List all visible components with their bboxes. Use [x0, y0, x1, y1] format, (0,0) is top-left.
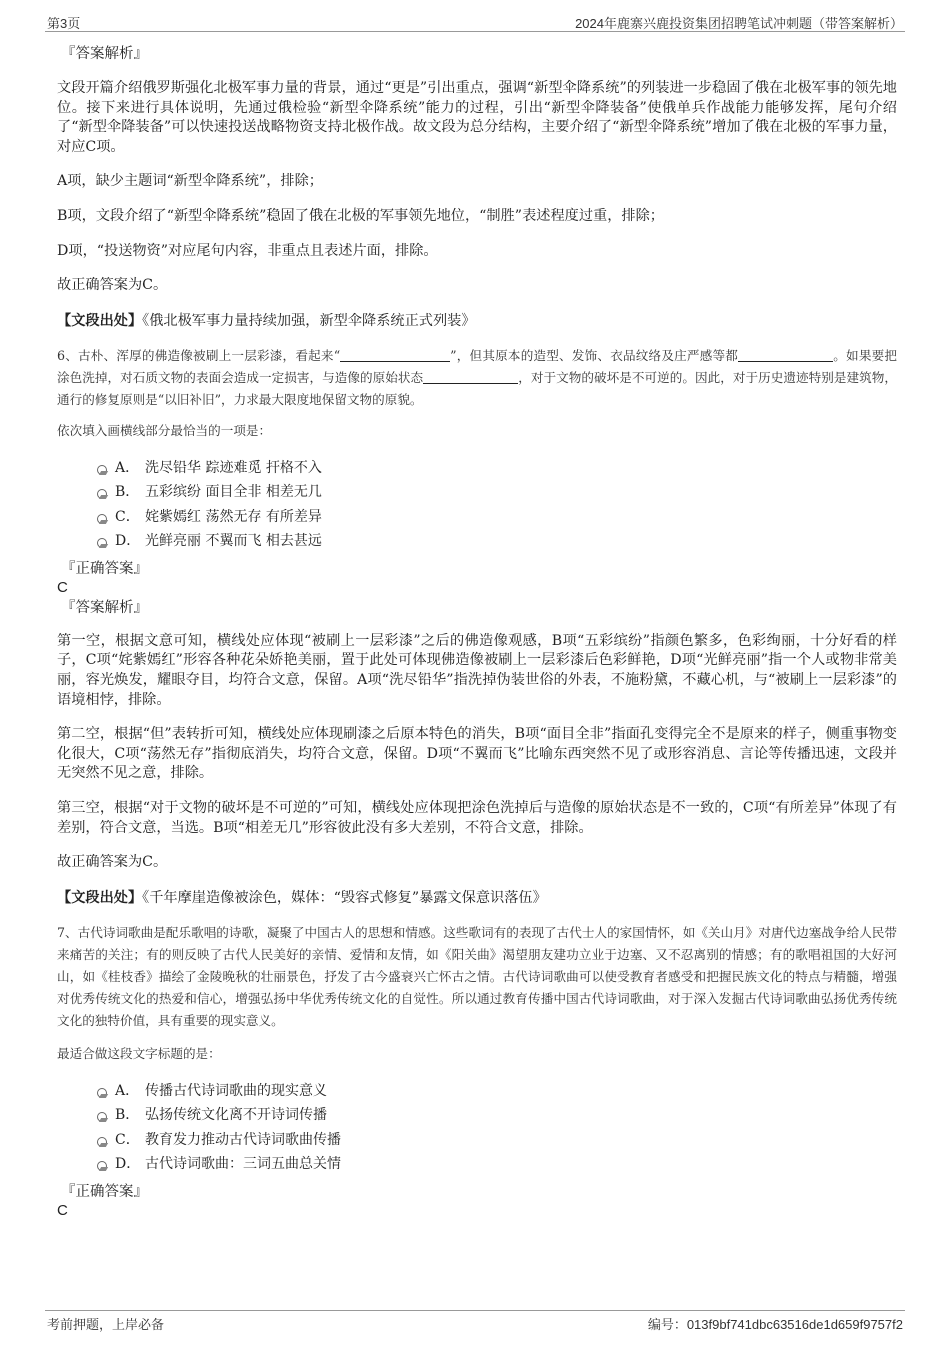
q5-analysis-intro: 文段开篇介绍俄罗斯强化北极军事力量的背景，通过“更是”引出重点，强调“新型伞降系统”的列装进一步稳固了俄在北极军事的领先地位。接下来进行具体说明，先通过俄检验“新型伞降系统”能力的过程，引出“新型伞降装备”使俄单兵作战能力能够发挥，尾句介绍了“新型伞降装备”可以快速投送战略物资支持北极作战。故文段为总分结构，主要介绍了“新型伞降系统”增加了俄在北极的军事力量，对应C项。	[57, 80, 897, 155]
option-text: 洗尽铅华 踪迹难觅 扞格不入	[145, 459, 322, 476]
option-letter: A．	[115, 459, 140, 476]
q6-text-part3: 。如果要把涂色洗掉，对石质文物的表面会造成一定损害，与造像的原始状态	[57, 347, 897, 385]
radio-icon[interactable]	[97, 1088, 107, 1098]
q7-option-d[interactable]	[97, 1153, 897, 1178]
q7-option-c[interactable]	[97, 1129, 897, 1154]
radio-icon[interactable]	[97, 465, 107, 475]
q6-blank-1	[340, 348, 450, 362]
q6-question-text	[57, 345, 897, 411]
footer-slogan: 考前押题，上岸必备	[47, 1318, 165, 1333]
q6-text-part4: ，对于文物的破坏是不可逆的。因此，对于历史遗迹特别是建筑物，通行的修复原则是“以旧补旧”，力求最大限度地保留文物的原貌。	[57, 369, 898, 407]
q6-option-a[interactable]	[97, 457, 897, 482]
q5-conclusion: 故正确答案为C。	[57, 277, 168, 294]
q5-analysis-option-a: A项，缺少主题词“新型伞降系统”，排除；	[57, 173, 323, 190]
q6-text-part1: 6、古朴、浑厚的佛造像被刷上一层彩漆，看起来“	[57, 347, 341, 363]
option-letter: D．	[115, 533, 141, 550]
q5-source	[57, 311, 897, 331]
q7-option-a[interactable]	[97, 1080, 897, 1105]
option-text: 弘扬传统文化离不开诗词传播	[145, 1107, 327, 1124]
option-text: 教育发力推动古代诗词歌曲传播	[145, 1131, 341, 1148]
q7-answer-label: 『正确答案』	[61, 1183, 148, 1200]
q6-prompt: 依次填入画横线部分最恰当的一项是：	[57, 422, 272, 438]
option-text: 光鲜亮丽 不翼而飞 相去甚远	[145, 533, 322, 550]
q7-answer: C	[57, 1201, 68, 1219]
q6-answer-label: 『正确答案』	[61, 560, 148, 577]
q6-analysis-label: 『答案解析』	[61, 599, 148, 616]
radio-icon[interactable]	[97, 538, 107, 548]
q6-analysis-blank-1: 第一空，根据文意可知，横线处应体现“被刷上一层彩漆”之后的佛造像观感，B项“五彩缤纷”指颜色繁多，色彩绚丽，十分好看的样子，C项“姹紫嫣红”形容各种花朵娇艳美丽，置于此处可体现佛造像被刷上一层彩漆后色彩鲜艳，D项“光鲜亮丽”指一个人或物非常美丽，容光焕发，耀眼夺目，均符合文意，保留。A项“洗尽铅华”指洗掉伪装世俗的外表，不施粉黛，不藏心机，与“被刷上一层彩漆”的语境相悖，排除。	[57, 632, 897, 708]
page-content	[57, 44, 897, 1220]
q6-source	[57, 888, 897, 908]
radio-icon[interactable]	[97, 514, 107, 524]
q5-source-label: 【文段出处】	[57, 312, 143, 329]
radio-icon[interactable]	[97, 1137, 107, 1147]
document-title: 2024年鹿寨兴鹿投资集团招聘笔试冲刺题（带答案解析）	[575, 16, 903, 31]
q5-analysis-option-d: D项，“投送物资”对应尾句内容，非重点且表述片面，排除。	[57, 242, 438, 259]
q6-blank-3	[423, 370, 518, 384]
option-text: 五彩缤纷 面目全非 相差无几	[145, 484, 322, 501]
q6-analysis-blank-2: 第二空，根据“但”表转折可知，横线处应体现刷漆之后原本特色的消失，B项“面目全非”指面孔变得完全不是原来的样子，侧重事物变化很大，C项“荡然无存”指彻底消失，均符合文意，保留。D项“不翼而飞”比喻东西突然不见了或形容消息、言论等传播迅速，文段并无突然不见之意，排除。	[57, 726, 897, 782]
q6-options	[97, 457, 897, 555]
option-letter: C．	[115, 1131, 140, 1148]
q6-conclusion: 故正确答案为C。	[57, 854, 168, 871]
q6-answer: C	[57, 578, 68, 596]
q6-blank-2	[738, 348, 833, 362]
q7-prompt: 最适合做这段文字标题的是：	[57, 1045, 221, 1061]
q7-options	[97, 1080, 897, 1178]
option-letter: B．	[115, 1107, 140, 1124]
q6-text-part2: ”，但其原本的造型、发饰、衣品纹络及庄严感等都	[450, 347, 739, 363]
q7-option-b[interactable]	[97, 1104, 897, 1129]
page-footer	[45, 1310, 905, 1333]
option-letter: C．	[115, 508, 140, 525]
footer-code-label: 编号：	[647, 1317, 687, 1332]
footer-code-value: 013f9bf741dbc63516de1d659f9757f2	[686, 1317, 903, 1332]
q6-source-label: 【文段出处】	[57, 889, 143, 906]
option-text: 姹紫嫣红 荡然无存 有所差异	[145, 508, 322, 525]
q6-option-c[interactable]	[97, 506, 897, 531]
option-text: 传播古代诗词歌曲的现实意义	[145, 1082, 327, 1099]
q6-option-d[interactable]	[97, 530, 897, 555]
q5-source-text: 《俄北极军事力量持续加强，新型伞降系统正式列装》	[142, 312, 476, 329]
q7-question-text: 7、古代诗词歌曲是配乐歌唱的诗歌，凝聚了中国古人的思想和情感。这些歌词有的表现了古代士人的家国情怀，如《关山月》对唐代边塞战争给人民带来痛苦的关注；有的则反映了古代人民美好的亲情、爱情和友情，如《阳关曲》渴望朋友建功立业于边塞、又不忍离别的情感；有的歌唱祖国的大好河山，如《桂枝香》描绘了金陵晚秋的壮丽景色，抒发了古今盛衰兴亡怀古之情。古代诗词歌曲可以使受教育者感受和把握民族文化的特点与精髓，增强对优秀传统文化的热爱和信心，增强弘扬中华优秀传统文化的自觉性。所以通过教育传播中国古代诗词歌曲，对于深入发掘古代诗词歌曲弘扬优秀传统文化的独特价值，具有重要的现实意义。	[57, 924, 897, 1028]
page-number: 第3页	[47, 16, 81, 31]
radio-icon[interactable]	[97, 1161, 107, 1171]
q5-analysis-label: 『答案解析』	[61, 46, 148, 62]
option-letter: D．	[115, 1156, 141, 1173]
radio-icon[interactable]	[97, 489, 107, 499]
footer-code	[648, 1314, 903, 1333]
radio-icon[interactable]	[97, 1112, 107, 1122]
q6-option-b[interactable]	[97, 481, 897, 506]
option-letter: A．	[115, 1082, 140, 1099]
q6-source-text: 《千年摩崖造像被涂色，媒体：“毁容式修复”暴露文保意识落伍》	[142, 889, 547, 906]
option-text: 古代诗词歌曲：三词五曲总关情	[145, 1156, 341, 1173]
q6-analysis-blank-3: 第三空，根据“对于文物的破坏是不可逆的”可知，横线处应体现把涂色洗掉后与造像的原始状态是不一致的，C项“有所差异”体现了有差别，符合文意，当选。B项“相差无几”形容彼此没有多大差别，不符合文意，排除。	[57, 799, 897, 836]
q5-analysis-option-b: B项，文段介绍了“新型伞降系统”稳固了俄在北极的军事领先地位，“制胜”表述程度过重，排除；	[57, 207, 664, 224]
option-letter: B．	[115, 484, 140, 501]
page-header	[45, 12, 905, 32]
